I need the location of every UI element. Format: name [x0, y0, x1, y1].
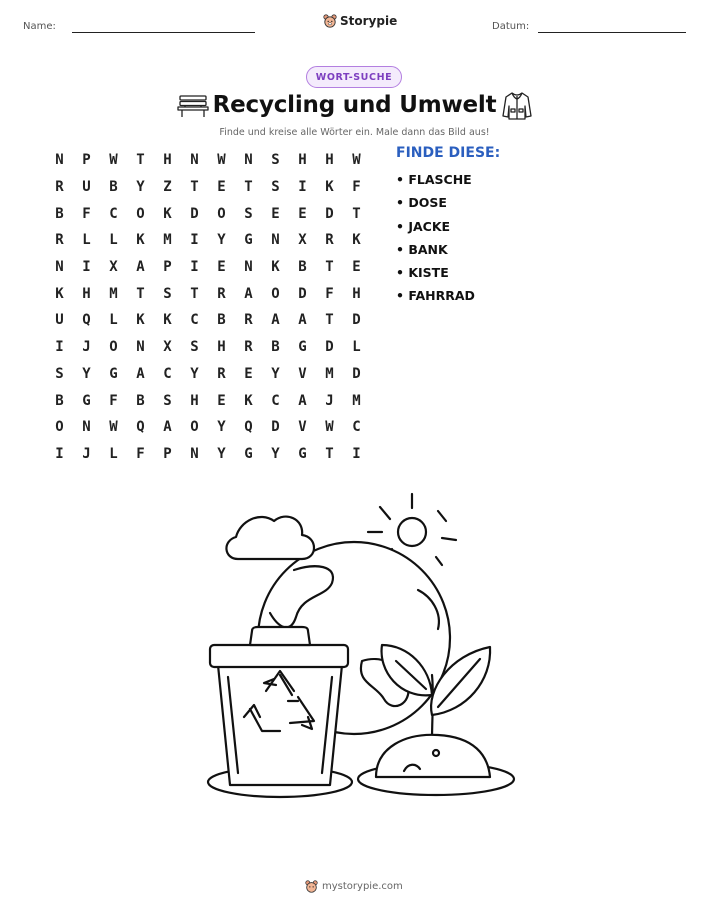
- grid-cell[interactable]: A: [271, 312, 280, 329]
- grid-cell[interactable]: A: [298, 312, 307, 329]
- word-list-item: • FAHRRAD: [396, 288, 475, 304]
- instructions: Finde und kreise alle Wörter ein. Male dann das Bild aus!: [219, 127, 490, 138]
- date-line: [538, 32, 686, 33]
- grid-cell[interactable]: Z: [163, 179, 172, 196]
- grid-cell[interactable]: W: [352, 152, 361, 169]
- grid-cell[interactable]: O: [136, 205, 145, 222]
- grid-cell[interactable]: W: [109, 419, 118, 436]
- grid-cell[interactable]: E: [217, 179, 226, 196]
- grid-cell[interactable]: H: [217, 339, 226, 356]
- grid-cell[interactable]: I: [190, 232, 199, 249]
- grid-cell[interactable]: K: [244, 392, 253, 409]
- grid-cell[interactable]: I: [352, 445, 361, 462]
- grid-cell[interactable]: O: [109, 339, 118, 356]
- recycling-illustration: [180, 485, 520, 805]
- grid-cell[interactable]: Y: [217, 232, 226, 249]
- grid-cell[interactable]: W: [217, 152, 226, 169]
- grid-cell[interactable]: X: [109, 259, 118, 276]
- grid-cell[interactable]: S: [55, 365, 64, 382]
- grid-cell[interactable]: O: [217, 205, 226, 222]
- grid-cell[interactable]: O: [55, 419, 64, 436]
- grid-cell[interactable]: H: [82, 285, 91, 302]
- grid-cell[interactable]: D: [352, 312, 361, 329]
- grid-cell[interactable]: J: [325, 392, 334, 409]
- grid-cell[interactable]: N: [190, 445, 199, 462]
- grid-cell[interactable]: W: [325, 419, 334, 436]
- letter-grid: [46, 147, 370, 467]
- grid-cell[interactable]: B: [217, 312, 226, 329]
- cloud-icon: [226, 517, 314, 559]
- grid-cell[interactable]: R: [325, 232, 334, 249]
- grid-cell[interactable]: D: [190, 205, 199, 222]
- grid-cell[interactable]: D: [298, 285, 307, 302]
- brand-name: Storypie: [340, 14, 398, 28]
- grid-cell[interactable]: B: [55, 392, 64, 409]
- grid-cell[interactable]: M: [109, 285, 118, 302]
- grid-cell[interactable]: L: [109, 232, 118, 249]
- grid-cell[interactable]: Y: [271, 365, 280, 382]
- grid-cell[interactable]: A: [298, 392, 307, 409]
- grid-cell[interactable]: C: [271, 392, 280, 409]
- grid-cell[interactable]: C: [352, 419, 361, 436]
- grid-cell[interactable]: B: [298, 259, 307, 276]
- grid-cell[interactable]: H: [190, 392, 199, 409]
- grid-cell[interactable]: G: [298, 445, 307, 462]
- grid-cell[interactable]: Q: [244, 419, 253, 436]
- grid-cell[interactable]: G: [82, 392, 91, 409]
- word-list-item: • BANK: [396, 241, 448, 257]
- word-list: [396, 170, 475, 310]
- grid-cell[interactable]: N: [136, 339, 145, 356]
- grid-cell[interactable]: J: [82, 445, 91, 462]
- grid-cell[interactable]: T: [190, 179, 199, 196]
- word-list-heading: FINDE DIESE:: [396, 145, 501, 161]
- grid-cell[interactable]: B: [136, 392, 145, 409]
- grid-cell[interactable]: F: [325, 285, 334, 302]
- grid-cell[interactable]: Y: [217, 419, 226, 436]
- bear-mascot-icon: [323, 14, 337, 28]
- grid-cell[interactable]: D: [352, 365, 361, 382]
- category-badge: WORT-SUCHE: [306, 66, 402, 88]
- grid-cell[interactable]: V: [298, 365, 307, 382]
- grid-cell[interactable]: C: [190, 312, 199, 329]
- grid-cell[interactable]: I: [82, 259, 91, 276]
- grid-cell[interactable]: H: [352, 285, 361, 302]
- grid-cell[interactable]: G: [298, 339, 307, 356]
- grid-cell[interactable]: E: [217, 259, 226, 276]
- grid-cell[interactable]: G: [244, 445, 253, 462]
- grid-cell[interactable]: I: [55, 339, 64, 356]
- grid-cell[interactable]: Y: [271, 445, 280, 462]
- grid-cell[interactable]: T: [352, 205, 361, 222]
- grid-cell[interactable]: K: [55, 285, 64, 302]
- grid-cell[interactable]: O: [190, 419, 199, 436]
- page-title: Recycling und Umwelt: [212, 92, 497, 118]
- grid-cell[interactable]: Y: [136, 179, 145, 196]
- grid-cell[interactable]: T: [136, 285, 145, 302]
- grid-cell[interactable]: E: [298, 205, 307, 222]
- grid-cell[interactable]: A: [136, 259, 145, 276]
- grid-cell[interactable]: U: [55, 312, 64, 329]
- grid-cell[interactable]: W: [109, 152, 118, 169]
- grid-cell[interactable]: V: [298, 419, 307, 436]
- grid-cell[interactable]: K: [352, 232, 361, 249]
- grid-cell[interactable]: F: [82, 205, 91, 222]
- grid-cell[interactable]: H: [163, 152, 172, 169]
- grid-cell[interactable]: G: [244, 232, 253, 249]
- grid-cell[interactable]: P: [163, 445, 172, 462]
- word-list-item: • JACKE: [396, 218, 451, 234]
- grid-cell[interactable]: N: [82, 419, 91, 436]
- grid-cell[interactable]: Q: [82, 312, 91, 329]
- grid-cell[interactable]: F: [136, 445, 145, 462]
- grid-cell[interactable]: S: [163, 285, 172, 302]
- grid-cell[interactable]: N: [244, 259, 253, 276]
- grid-cell[interactable]: P: [82, 152, 91, 169]
- grid-cell[interactable]: S: [244, 205, 253, 222]
- brand-logo: [323, 14, 397, 28]
- grid-cell[interactable]: R: [244, 339, 253, 356]
- grid-cell[interactable]: S: [271, 179, 280, 196]
- grid-cell[interactable]: T: [136, 152, 145, 169]
- grid-cell[interactable]: B: [271, 339, 280, 356]
- grid-cell[interactable]: T: [325, 445, 334, 462]
- grid-cell[interactable]: T: [190, 285, 199, 302]
- bear-mascot-icon: [305, 880, 318, 893]
- grid-cell[interactable]: K: [163, 312, 172, 329]
- grid-cell[interactable]: O: [271, 285, 280, 302]
- grid-cell[interactable]: Y: [190, 365, 199, 382]
- grid-cell[interactable]: L: [352, 339, 361, 356]
- grid-cell[interactable]: S: [190, 339, 199, 356]
- grid-cell[interactable]: K: [136, 232, 145, 249]
- grid-cell[interactable]: M: [163, 232, 172, 249]
- grid-cell[interactable]: Y: [82, 365, 91, 382]
- grid-cell[interactable]: T: [244, 179, 253, 196]
- date-label: Datum:: [492, 21, 530, 32]
- footer-url[interactable]: mystorypie.com: [322, 881, 403, 892]
- grid-cell[interactable]: G: [109, 365, 118, 382]
- grid-cell[interactable]: T: [325, 312, 334, 329]
- word-list-item: • FLASCHE: [396, 172, 472, 187]
- grid-cell[interactable]: M: [325, 365, 334, 382]
- grid-cell[interactable]: X: [163, 339, 172, 356]
- grid-cell[interactable]: C: [109, 205, 118, 222]
- grid-cell[interactable]: N: [55, 152, 64, 169]
- grid-cell[interactable]: L: [109, 312, 118, 329]
- name-line: [72, 32, 255, 33]
- grid-cell[interactable]: X: [298, 232, 307, 249]
- grid-cell[interactable]: R: [217, 285, 226, 302]
- grid-cell[interactable]: S: [271, 152, 280, 169]
- grid-cell[interactable]: R: [55, 232, 64, 249]
- footer: [305, 880, 403, 893]
- grid-cell[interactable]: N: [244, 152, 253, 169]
- grid-cell[interactable]: A: [244, 285, 253, 302]
- grid-cell[interactable]: A: [163, 419, 172, 436]
- grid-cell[interactable]: I: [190, 259, 199, 276]
- grid-cell[interactable]: D: [325, 339, 334, 356]
- grid-cell[interactable]: N: [55, 259, 64, 276]
- grid-cell[interactable]: J: [82, 339, 91, 356]
- grid-cell[interactable]: R: [55, 179, 64, 196]
- grid-cell[interactable]: C: [163, 365, 172, 382]
- grid-cell[interactable]: D: [271, 419, 280, 436]
- grid-cell[interactable]: Y: [217, 445, 226, 462]
- grid-cell[interactable]: B: [109, 179, 118, 196]
- soil-mound-icon: [376, 735, 490, 777]
- grid-cell[interactable]: P: [163, 259, 172, 276]
- grid-cell[interactable]: T: [325, 259, 334, 276]
- name-label: Name:: [23, 21, 56, 32]
- grid-cell[interactable]: E: [271, 205, 280, 222]
- grid-cell[interactable]: K: [325, 179, 334, 196]
- recycling-bin-icon: [210, 627, 348, 785]
- grid-cell[interactable]: R: [244, 312, 253, 329]
- grid-cell[interactable]: K: [163, 205, 172, 222]
- grid-cell[interactable]: R: [217, 365, 226, 382]
- grid-cell[interactable]: E: [217, 392, 226, 409]
- grid-cell[interactable]: Q: [136, 419, 145, 436]
- grid-cell[interactable]: B: [55, 205, 64, 222]
- jacket-icon: [501, 90, 533, 122]
- grid-cell[interactable]: F: [109, 392, 118, 409]
- grid-cell[interactable]: N: [271, 232, 280, 249]
- grid-cell[interactable]: N: [190, 152, 199, 169]
- grid-cell[interactable]: I: [298, 179, 307, 196]
- grid-cell[interactable]: H: [298, 152, 307, 169]
- grid-cell[interactable]: F: [352, 179, 361, 196]
- word-list-item: • DOSE: [396, 195, 447, 211]
- grid-cell[interactable]: L: [82, 232, 91, 249]
- word-list-item: • KISTE: [396, 265, 449, 281]
- grid-cell[interactable]: E: [244, 365, 253, 382]
- grid-cell[interactable]: K: [136, 312, 145, 329]
- grid-cell[interactable]: M: [352, 392, 361, 409]
- grid-cell[interactable]: S: [163, 392, 172, 409]
- grid-cell[interactable]: A: [136, 365, 145, 382]
- grid-cell[interactable]: E: [352, 259, 361, 276]
- grid-cell[interactable]: D: [325, 205, 334, 222]
- grid-cell[interactable]: H: [325, 152, 334, 169]
- grid-cell[interactable]: L: [109, 445, 118, 462]
- grid-cell[interactable]: U: [82, 179, 91, 196]
- grid-cell[interactable]: K: [271, 259, 280, 276]
- grid-cell[interactable]: I: [55, 445, 64, 462]
